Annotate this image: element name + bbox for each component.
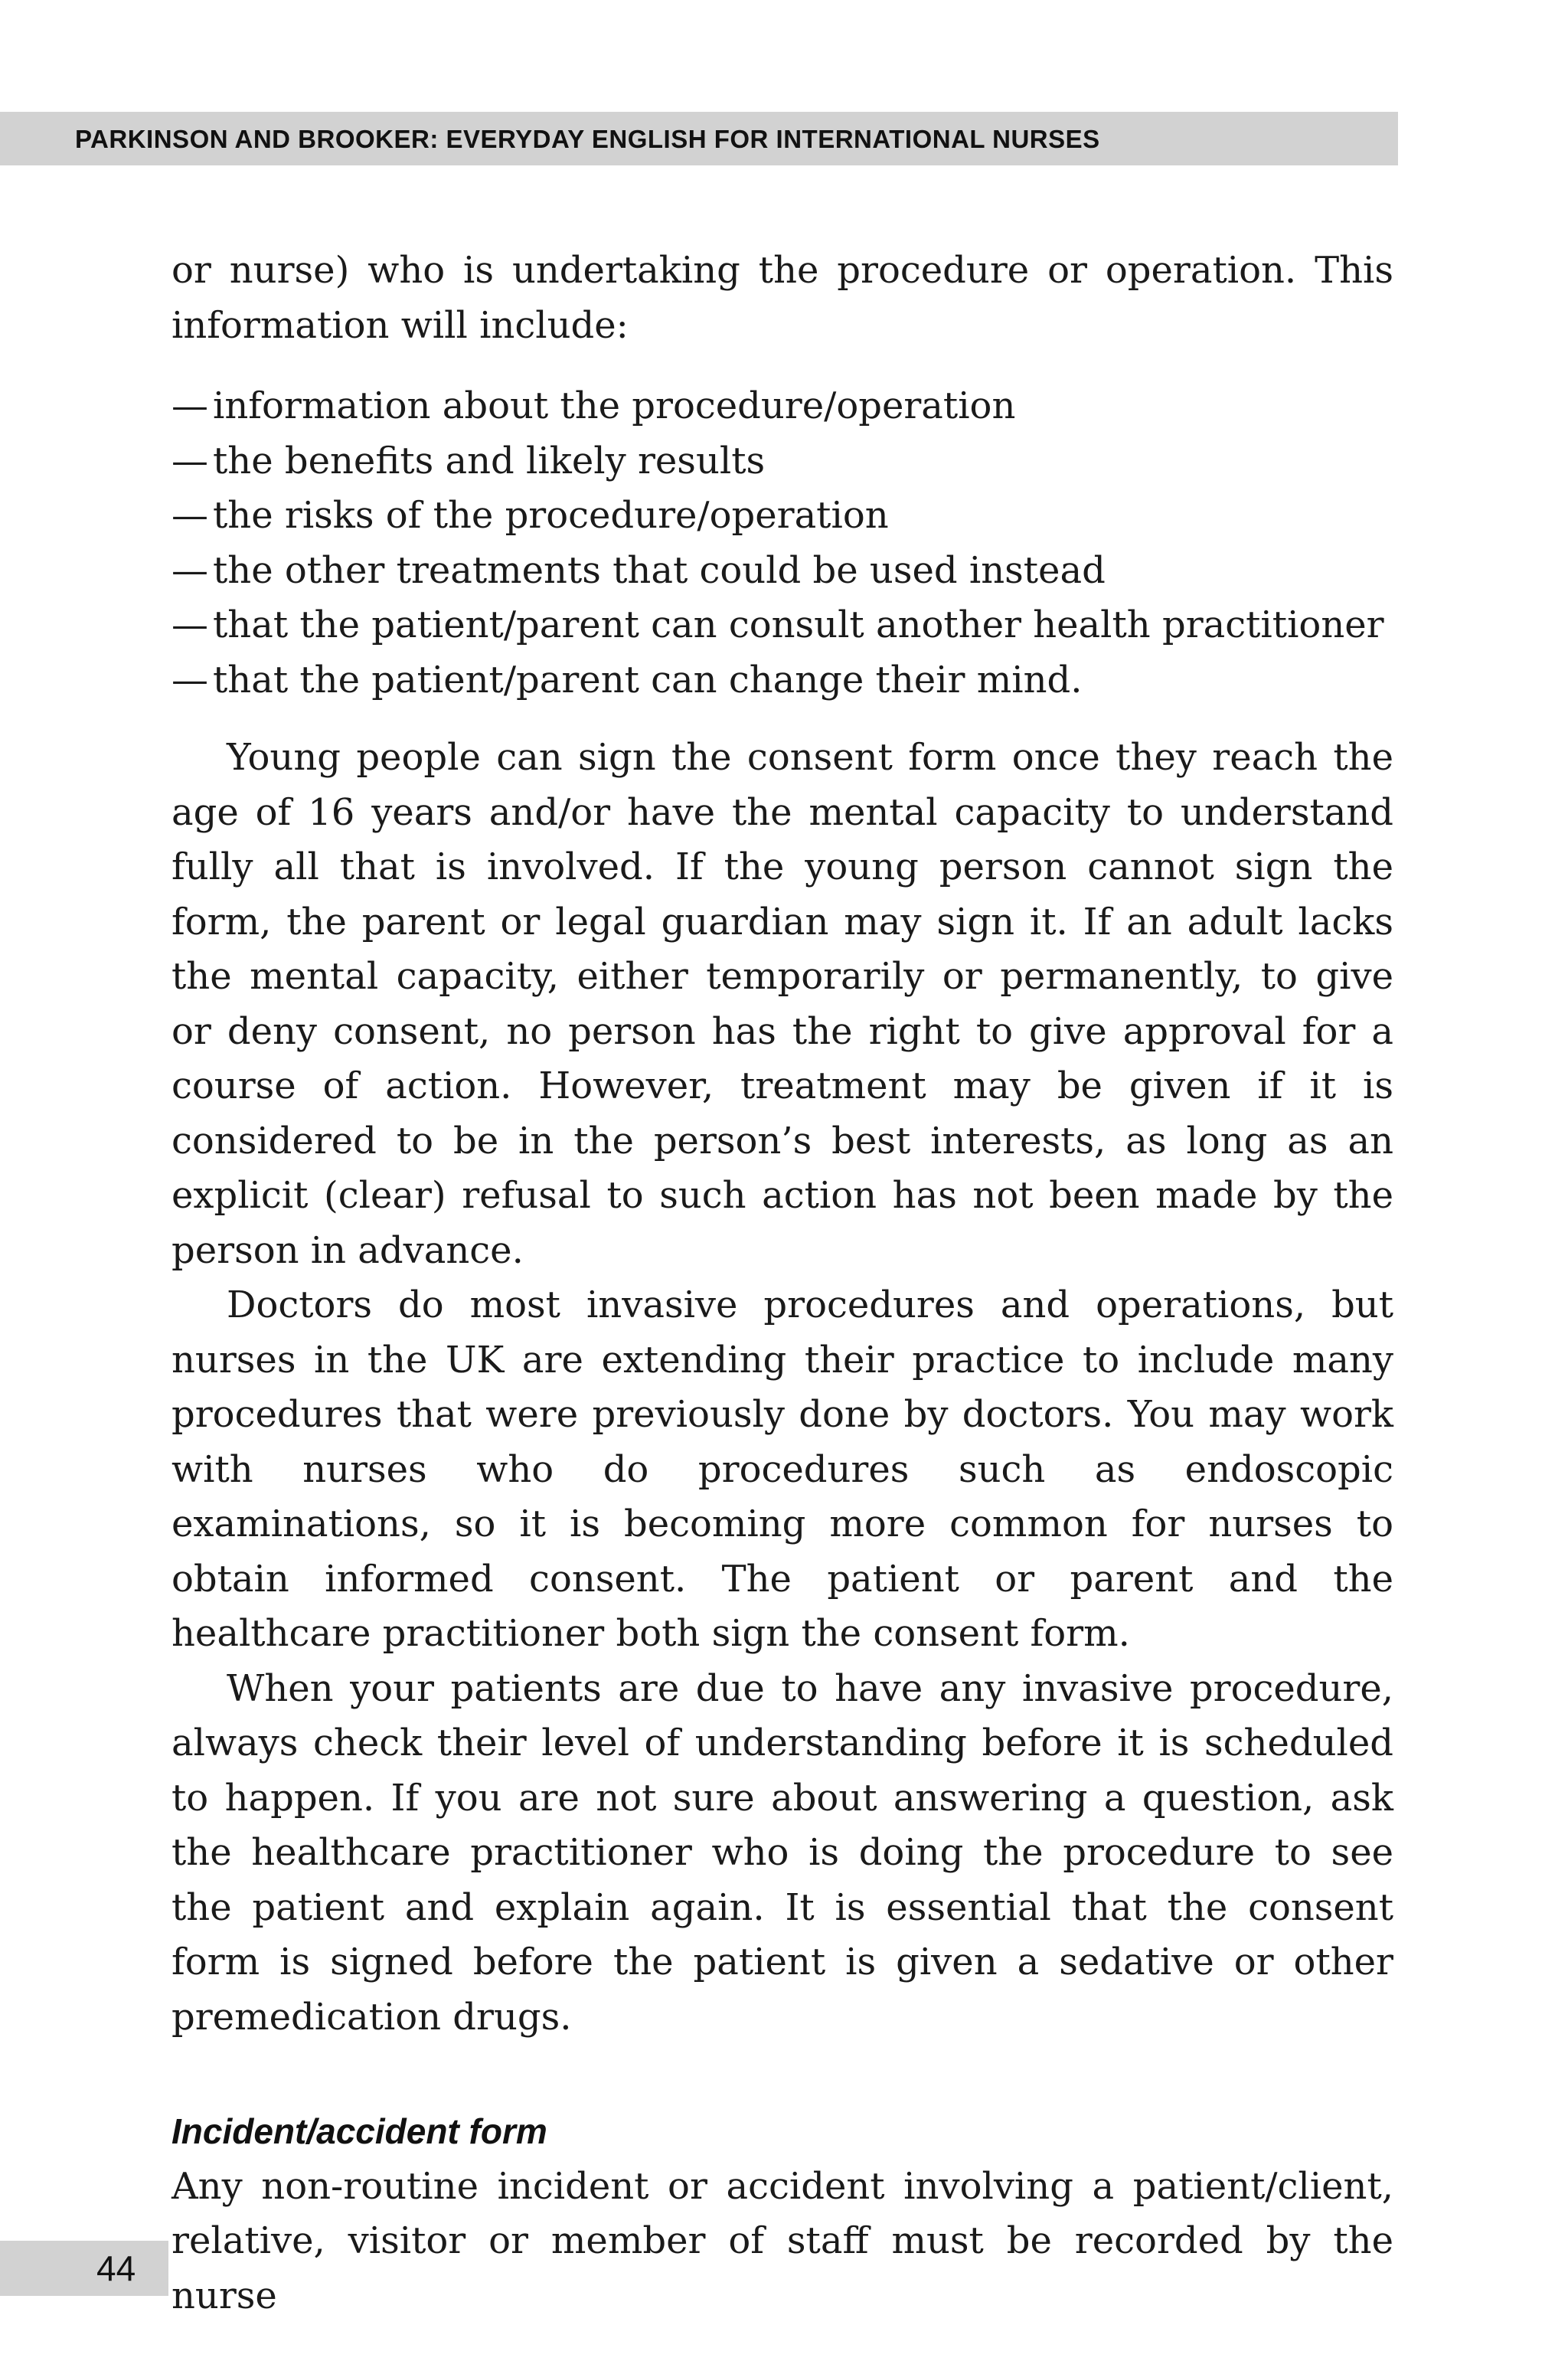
dash-bullet: — [172, 658, 208, 701]
section-line-2: relative, visitor or member of staff must be recorded by the nurse [172, 2219, 1393, 2317]
list-item-text: the benefits and likely results [213, 439, 766, 482]
list-item-text: the other treatments that could be used instead [213, 548, 1106, 592]
list-item [172, 434, 1393, 489]
page-number-band [0, 2241, 168, 2296]
running-header-title: PARKINSON AND BROOKER: EVERYDAY ENGLISH FOR INTERNATIONAL NURSES [75, 125, 1100, 153]
dash-bullet: — [172, 439, 208, 482]
list-item [172, 598, 1393, 653]
section-line-1: Any non-routine incident or accident involving a patient/client, [172, 2164, 1393, 2208]
paragraph-young-people: Young people can sign the consent form once they reach the age of 16 years and/or have the mental capacity to understand fully all that is involved. If the young person cannot sign the form, the parent or legal guardian may sign it. If an adult lacks the mental capacity, either temporarily or permanently, to give or deny consent, no person has the right to give approval for a course of action. However, treatment may be given if it is considered to be in the person’s best interests, as long as an explicit (clear) refusal to such action has not been made by the person in advance. [172, 736, 1393, 1272]
paragraph-invasive-procedure: When your patients are due to have any invasive procedure, always check their level of understanding before it is scheduled to happen. If you are not sure about answering a question, ask the healthcare practitioner who is doing the procedure to see the patient and explain again. It is essential that the consent form is signed before the patient is given a sedative or other premedication drugs. [172, 1666, 1393, 2039]
list-item [172, 489, 1393, 544]
intro-line-2: information will include: [172, 303, 629, 347]
page-body [172, 244, 1393, 2323]
list-item-text: the risks of the procedure/operation [213, 494, 889, 537]
consent-info-list [172, 379, 1393, 708]
paragraph-doctors: Doctors do most invasive procedures and operations, but nurses in the UK are extending their practice to include many procedures that were previously done by doctors. You may work with nurses who do procedures such as endoscopic examinations, so it is becoming more common for nurses to obtain informed consent. The patient or parent and the healthcare practitioner both sign the consent form. [172, 1283, 1393, 1655]
list-item-text: that the patient/parent can change their mind. [213, 658, 1083, 701]
dash-bullet: — [172, 384, 208, 427]
page-number: 44 [96, 2248, 136, 2288]
section-heading: Incident/accident form [172, 2111, 547, 2151]
intro-line-1: or nurse) who is undertaking the procedure or operation. This [172, 249, 1393, 292]
list-item-text: information about the procedure/operation [213, 384, 1016, 427]
dash-bullet: — [172, 603, 208, 646]
list-item-text: that the patient/parent can consult another health practitioner [213, 603, 1384, 646]
dash-bullet: — [172, 548, 208, 592]
list-item [172, 653, 1393, 708]
list-item [172, 544, 1393, 599]
dash-bullet: — [172, 494, 208, 537]
list-item [172, 379, 1393, 434]
